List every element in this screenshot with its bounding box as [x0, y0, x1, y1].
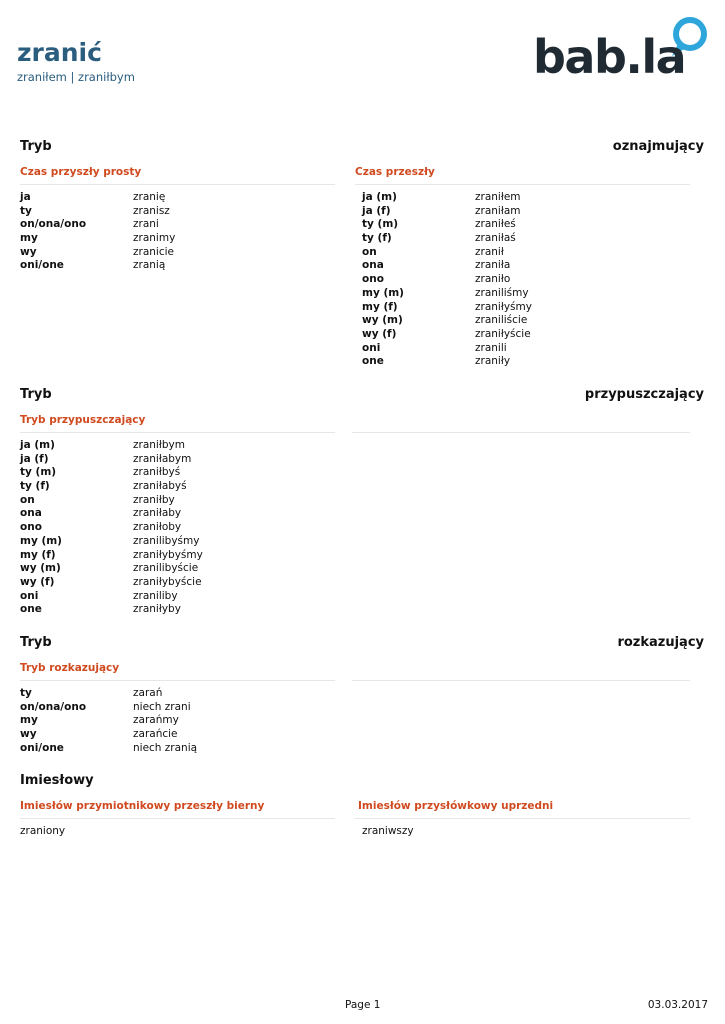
conjugation-row	[20, 603, 335, 617]
section-heading-right: oznajmujący	[612, 139, 704, 154]
pronoun: one	[20, 603, 42, 616]
section-heading	[20, 139, 704, 157]
verb-form: zraniłbym	[133, 439, 185, 451]
verb-form: niech zranią	[133, 741, 198, 754]
conjugation-row	[362, 259, 690, 273]
conjugation-row	[20, 576, 335, 590]
verb-form: zraniliście	[475, 314, 528, 327]
pronoun: my (m)	[20, 534, 62, 547]
pronoun: oni/one	[20, 259, 64, 272]
pronoun: wy (f)	[20, 575, 55, 588]
verb-header	[17, 38, 135, 84]
passive-participle-column	[20, 800, 335, 839]
verb-form: zraniłabyś	[133, 480, 187, 493]
verb-form: zraniłeś	[475, 218, 516, 231]
empty-column	[352, 414, 690, 433]
pronoun: one	[362, 355, 384, 368]
verb-form: zranisz	[133, 204, 170, 217]
conjugation-row	[20, 687, 335, 701]
verb-form: zraniłyby	[133, 603, 181, 616]
column-title: Tryb rozkazujący	[20, 662, 335, 681]
pronoun: my	[20, 232, 38, 245]
verb-form: zraniłam	[475, 204, 521, 217]
pronoun: my	[20, 714, 38, 727]
conjugation-list	[20, 687, 335, 755]
verb-form: zarańcie	[133, 728, 178, 741]
verb-form: zranilibyśmy	[133, 534, 200, 547]
column-divider	[352, 662, 690, 681]
future-simple-column	[20, 166, 335, 273]
pronoun: oni	[362, 341, 381, 354]
verb-form: zraniłabym	[133, 452, 192, 465]
pronoun: wy	[20, 245, 37, 258]
conjugation-row	[20, 439, 335, 453]
verb-form: zarań	[133, 687, 163, 699]
pronoun: ja (m)	[362, 191, 397, 203]
conjugation-row	[20, 562, 335, 576]
conjugation-row	[20, 590, 335, 604]
conjugation-row	[20, 507, 335, 521]
section-indicative	[20, 139, 704, 157]
participle-value: zraniwszy	[362, 825, 414, 837]
conjugation-row	[362, 232, 690, 246]
conjugation-row	[20, 480, 335, 494]
pronoun: on/ona/ono	[20, 700, 87, 713]
conjugation-row	[20, 714, 335, 728]
conjugation-row	[20, 191, 335, 205]
pronoun: my (f)	[362, 300, 398, 313]
column-title: Imiesłów przymiotnikowy przeszły bierny	[20, 800, 335, 819]
pronoun: oni/one	[20, 741, 64, 754]
section-heading-right: rozkazujący	[617, 635, 704, 650]
verb-form: zraniłby	[133, 493, 175, 506]
verb-form: zrani	[133, 218, 159, 231]
verb-form: zranilibyście	[133, 562, 199, 575]
conjugation-row	[362, 218, 690, 232]
pronoun: ja (f)	[362, 204, 391, 217]
conjugation-row	[20, 494, 335, 508]
column-title: Czas przyszły prosty	[20, 166, 335, 185]
verb-form: zraniło	[475, 273, 511, 286]
conjugation-row	[362, 246, 690, 260]
pronoun: ty	[20, 687, 32, 699]
conjugation-row	[20, 535, 335, 549]
verb-form: zraniłem	[475, 191, 521, 203]
conjugation-row	[362, 205, 690, 219]
pronoun: ja (f)	[20, 452, 49, 465]
verb-form: zarańmy	[133, 714, 179, 727]
pronoun: ty	[20, 204, 32, 217]
conjugation-row	[20, 453, 335, 467]
section-heading-left: Tryb	[20, 139, 52, 154]
past-tense-column	[355, 166, 690, 369]
section-heading	[20, 387, 704, 405]
conjugation-list	[20, 439, 335, 617]
pronoun: wy (m)	[20, 562, 61, 575]
section-heading	[20, 635, 704, 653]
conjugation-row	[20, 728, 335, 742]
verb-form: zraniliby	[133, 589, 178, 602]
section-participles	[20, 773, 704, 791]
section-conditional	[20, 387, 704, 405]
verb-title: zranić	[17, 38, 102, 67]
participle-value: zraniony	[20, 825, 66, 837]
verb-form: zraniły	[475, 355, 511, 368]
pronoun: wy (f)	[362, 327, 397, 340]
pronoun: ty (f)	[362, 232, 392, 245]
verb-form: zraniłoby	[133, 521, 182, 534]
verb-form: zraniliśmy	[475, 286, 529, 299]
verb-form: zraniłybyście	[133, 575, 202, 588]
pronoun: wy (m)	[362, 314, 403, 327]
section-heading-left: Imiesłowy	[20, 773, 94, 788]
adverbial-participle-column	[355, 800, 690, 839]
imperative-column	[20, 662, 335, 755]
conjugation-list	[20, 191, 335, 273]
pronoun: my (f)	[20, 548, 56, 561]
column-title: Czas przeszły	[355, 166, 690, 185]
section-heading	[20, 773, 704, 791]
pronoun: on	[362, 245, 377, 258]
verb-form: niech zrani	[133, 700, 191, 713]
pronoun: my (m)	[362, 286, 404, 299]
column-title: Imiesłów przysłówkowy uprzedni	[355, 800, 690, 819]
verb-form: zranię	[133, 191, 166, 203]
conjugation-row	[20, 742, 335, 756]
verb-form: zranią	[133, 259, 166, 272]
pronoun: on/ona/ono	[20, 218, 87, 231]
section-imperative	[20, 635, 704, 653]
pronoun: ja (m)	[20, 439, 55, 451]
babla-logo	[533, 16, 708, 82]
conditional-column	[20, 414, 335, 617]
verb-form: zranimy	[133, 232, 176, 245]
conjugation-row	[362, 342, 690, 356]
verb-form: zranicie	[133, 245, 174, 258]
conjugation-row	[20, 259, 335, 273]
pronoun: ty (f)	[20, 480, 50, 493]
column-divider	[352, 414, 690, 433]
verb-form: zraniłyśmy	[475, 300, 532, 313]
conjugation-row	[362, 355, 690, 369]
participle-value-wrap	[20, 825, 335, 839]
pronoun: wy	[20, 728, 37, 741]
pronoun: ono	[20, 521, 42, 534]
pronoun: oni	[20, 589, 39, 602]
pronoun: ona	[362, 259, 384, 272]
pronoun: ja	[20, 191, 31, 203]
empty-column	[352, 662, 690, 681]
verb-form: zranił	[475, 245, 504, 258]
section-heading-right: przypuszczający	[584, 387, 704, 402]
conjugation-row	[20, 701, 335, 715]
participle-value-wrap	[355, 825, 690, 839]
verb-form: zraniła	[475, 259, 511, 272]
logo-text: bab.la	[533, 30, 686, 84]
conjugation-row	[362, 328, 690, 342]
conjugation-row	[20, 218, 335, 232]
pronoun: ty (m)	[362, 218, 399, 231]
column-title: Tryb przypuszczający	[20, 414, 335, 433]
section-heading-left: Tryb	[20, 387, 52, 402]
verb-form: zranili	[475, 341, 507, 354]
pronoun: on	[20, 493, 35, 506]
conjugation-row	[362, 273, 690, 287]
conjugation-row	[20, 549, 335, 563]
conjugation-row	[20, 521, 335, 535]
conjugation-row	[362, 287, 690, 301]
conjugation-row	[20, 246, 335, 260]
footer-date: 03.03.2017	[647, 999, 708, 1011]
verb-form: zraniłaś	[475, 232, 516, 245]
conjugation-row	[362, 301, 690, 315]
conjugation-row	[362, 191, 690, 205]
pronoun: ona	[20, 507, 42, 520]
verb-form: zraniłbyś	[133, 466, 181, 479]
pronoun: ty (m)	[20, 466, 57, 479]
verb-form: zraniłyście	[475, 327, 531, 340]
conjugation-row	[362, 314, 690, 328]
conjugation-row	[20, 205, 335, 219]
conjugation-list	[355, 191, 690, 369]
conjugation-row	[20, 232, 335, 246]
verb-form: zraniłybyśmy	[133, 548, 203, 561]
verb-forms: zraniłem | zraniłbym	[17, 70, 135, 84]
page-number: Page 1	[345, 999, 381, 1011]
section-heading-left: Tryb	[20, 635, 52, 650]
verb-form: zraniłaby	[133, 507, 182, 520]
conjugation-row	[20, 466, 335, 480]
pronoun: ono	[362, 273, 384, 286]
